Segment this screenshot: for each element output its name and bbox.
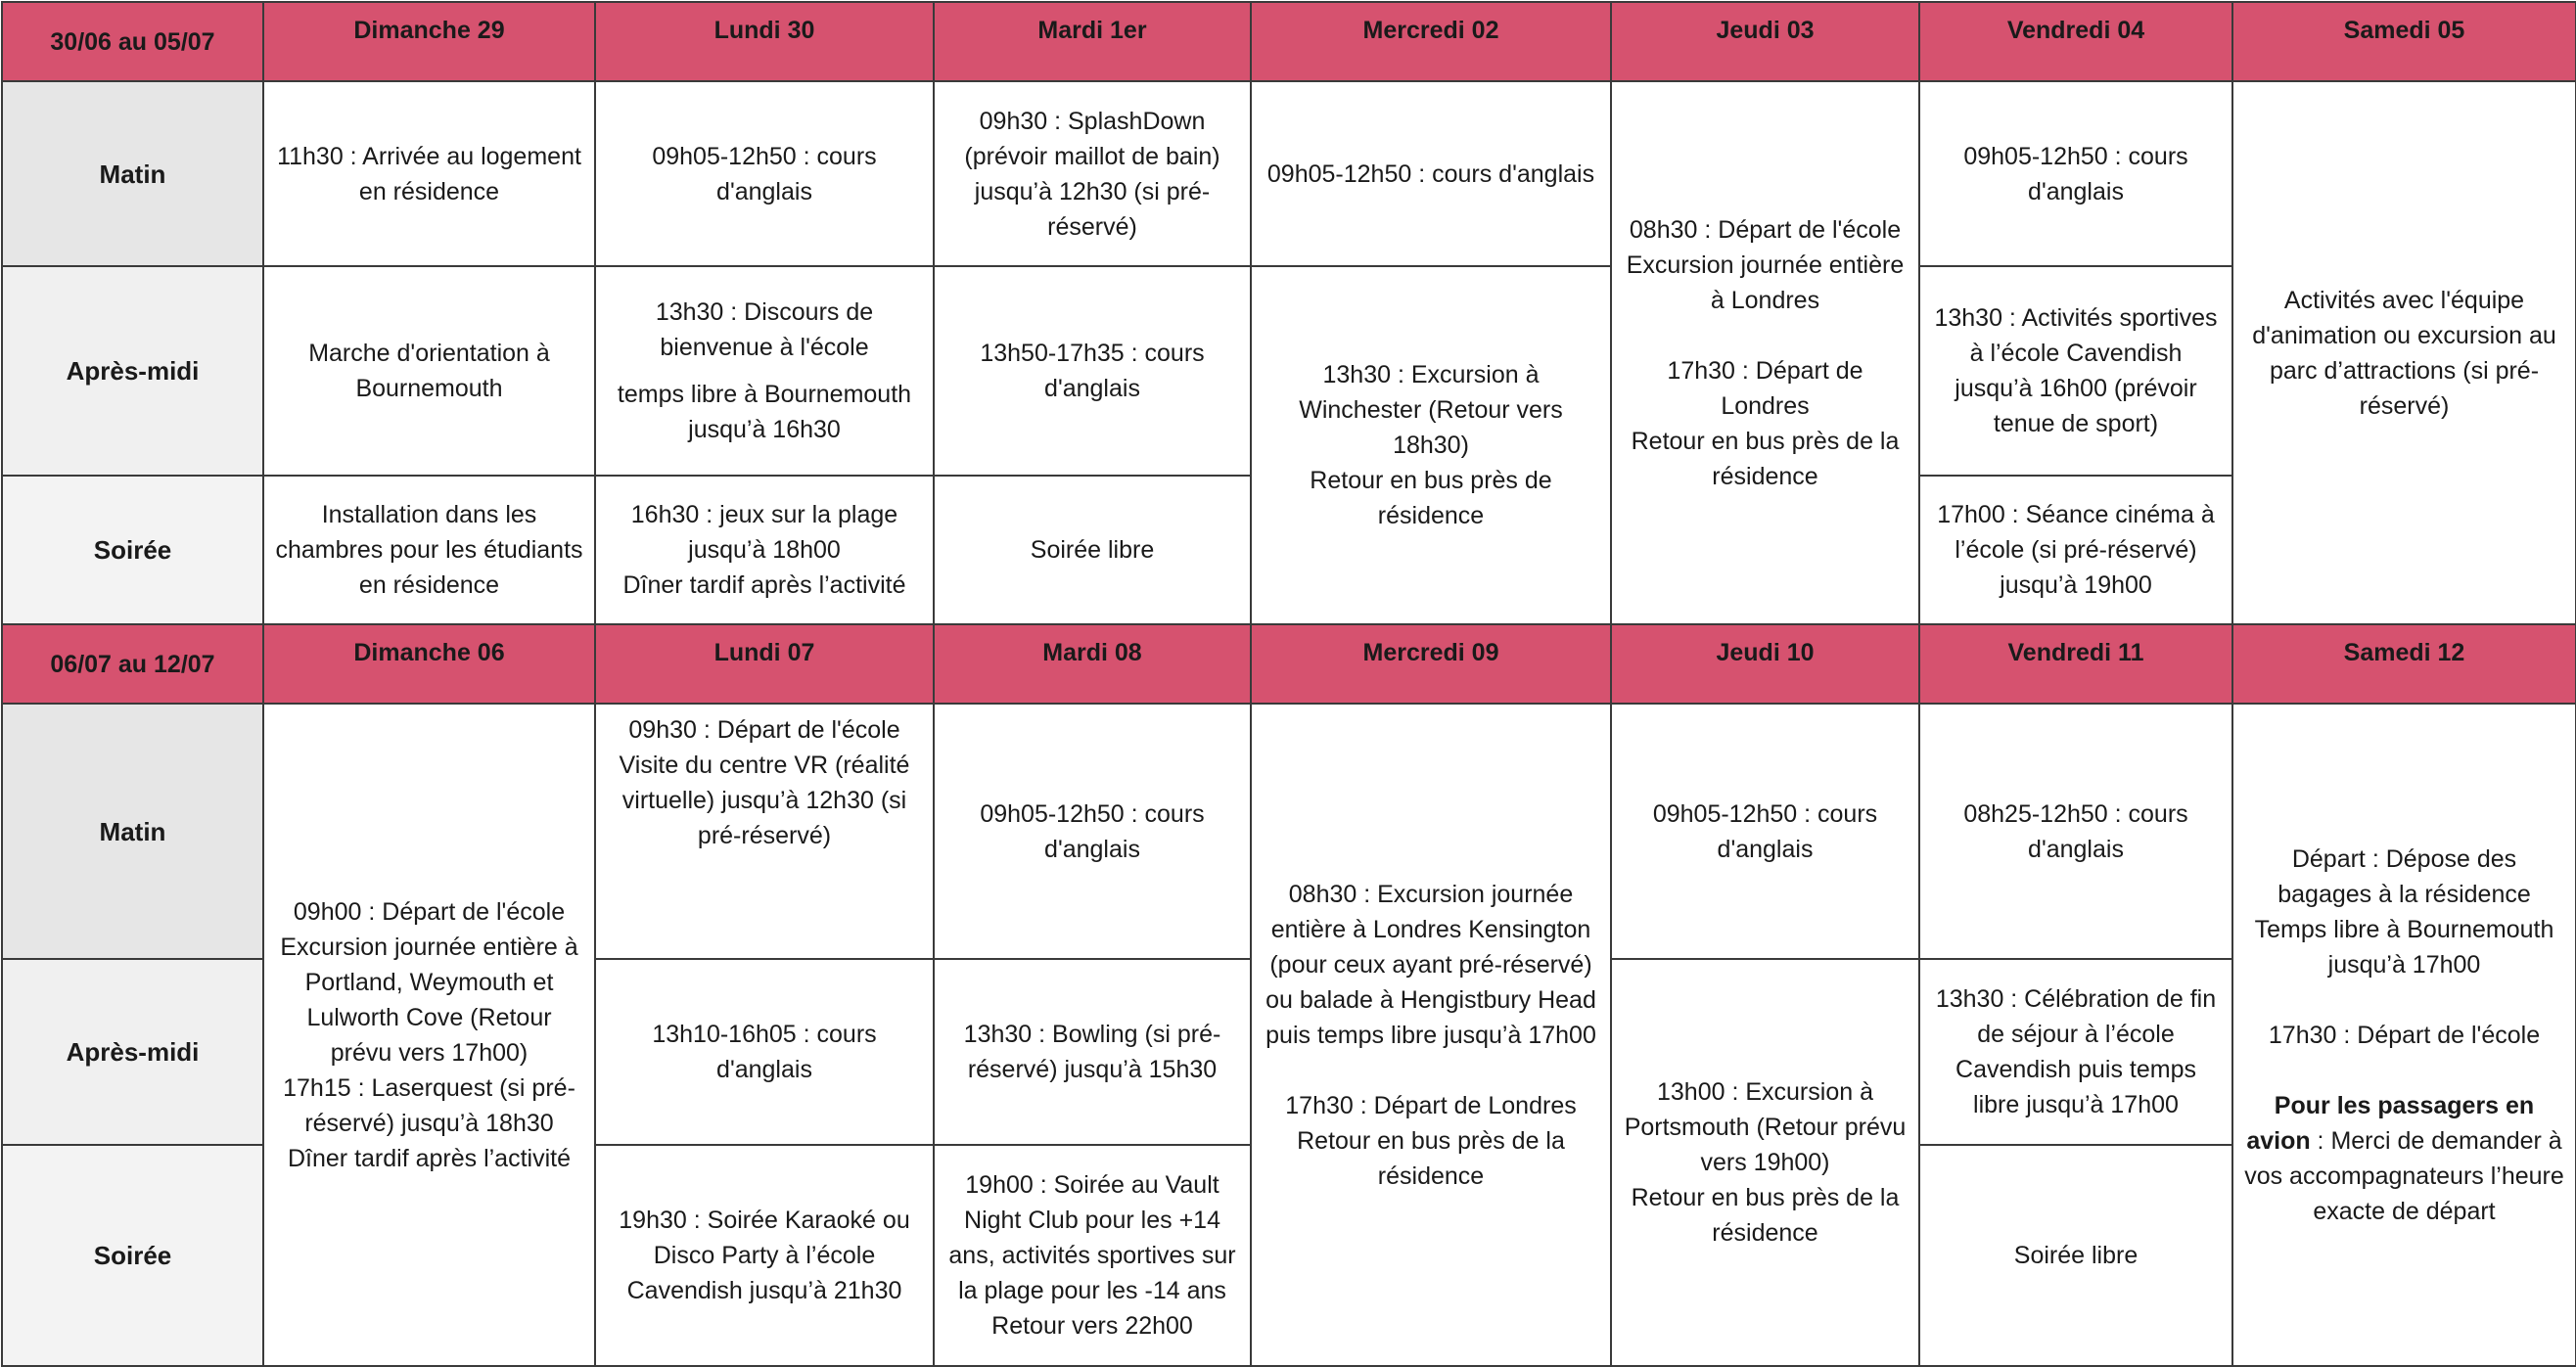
w2-fri-soir: Soirée libre	[1919, 1145, 2232, 1366]
w2-fri-matin: 08h25-12h50 : cours d'anglais	[1919, 704, 2232, 959]
w2-mon-matin-line1: 09h30 : Départ de l'école	[628, 716, 900, 744]
w1-fri-matin: 09h05-12h50 : cours d'anglais	[1919, 81, 2232, 266]
week2-day-sat: Samedi 12	[2232, 624, 2576, 704]
week1-day-sun: Dimanche 29	[263, 2, 595, 81]
w1-mon-soir-line2: Dîner tardif après l’activité	[622, 571, 906, 599]
w2-tue-matin: 09h05-12h50 : cours d'anglais	[934, 704, 1251, 959]
w2-sat-line4-rest: : Merci de demander à vos accompagnateurs l’heure exacte de départ	[2244, 1126, 2564, 1225]
w1-tue-matin: 09h30 : SplashDown (prévoir maillot de bain) jusqu’à 12h30 (si pré-réservé)	[934, 81, 1251, 266]
w2-sat-line3: 17h30 : Départ de l'école	[2268, 1021, 2541, 1049]
w2-tue-soir-line1: 19h00 : Soirée au Vault Night Club pour les +14 ans, activités sportives sur la plage pour les -14 ans	[948, 1171, 1236, 1304]
week2-day-thu: Jeudi 10	[1611, 624, 1919, 704]
week1-period-soir: Soirée	[2, 476, 263, 624]
week2-day-fri: Vendredi 11	[1919, 624, 2232, 704]
w1-wed-pm-line1: 13h30 : Excursion à Winchester (Retour vers 18h30)	[1299, 361, 1563, 459]
w2-mon-matin	[595, 704, 934, 959]
w1-sun-soir: Installation dans les chambres pour les étudiants en résidence	[263, 476, 595, 624]
w1-thu-line3: 17h30 : Départ de Londres	[1667, 356, 1863, 420]
w1-mon-am-line1: 13h30 : Discours de bienvenue à l'école	[655, 298, 874, 361]
w2-wed-line2: 17h30 : Départ de Londres	[1285, 1091, 1577, 1119]
w2-thu-pm-line2: Retour en bus près de la résidence	[1631, 1184, 1900, 1247]
week1-header-row	[2, 2, 2576, 81]
week1-am-row	[2, 266, 2576, 476]
week2-day-sun: Dimanche 06	[263, 624, 595, 704]
week1-period-matin: Matin	[2, 81, 263, 266]
w2-wed-line1: 08h30 : Excursion journée entière à Londres Kensington (pour ceux ayant pré-réservé) ou balade à Hengistbury Head puis temps libre jusqu’à 17h00	[1265, 880, 1596, 1049]
week2-period-am: Après-midi	[2, 959, 263, 1145]
w2-wed-allday	[1251, 704, 1611, 1366]
week1-day-thu: Jeudi 03	[1611, 2, 1919, 81]
week1-period-am: Après-midi	[2, 266, 263, 476]
w2-sun-line3: 17h15 : Laserquest (si pré-réservé) jusqu’à 18h30	[283, 1073, 575, 1137]
w1-wed-pm-line2: Retour en bus près de résidence	[1310, 467, 1552, 529]
w2-sun-line4: Dîner tardif après l’activité	[287, 1144, 571, 1172]
w1-wed-matin: 09h05-12h50 : cours d'anglais	[1251, 81, 1611, 266]
w2-sun-allday	[263, 704, 595, 1366]
w1-thu-line4: Retour en bus près de la résidence	[1631, 427, 1900, 490]
week1-matin-row	[2, 81, 2576, 266]
w1-thu-line2: Excursion journée entière à Londres	[1626, 251, 1905, 314]
w2-fri-am: 13h30 : Célébration de fin de séjour à l’école Cavendish puis temps libre jusqu’à 17h00	[1919, 959, 2232, 1145]
w2-tue-soir	[934, 1145, 1251, 1366]
w1-tue-am: 13h50-17h35 : cours d'anglais	[934, 266, 1251, 476]
w2-wed-line3: Retour en bus près de la résidence	[1297, 1126, 1565, 1190]
w1-sat-allday: Activités avec l'équipe d'animation ou excursion au parc d’attractions (si pré-réservé)	[2232, 81, 2576, 624]
w2-thu-pm	[1611, 959, 1919, 1366]
w1-thu-line1: 08h30 : Départ de l'école	[1629, 215, 1902, 244]
week1-day-mon: Lundi 30	[595, 2, 934, 81]
w2-thu-pm-line1: 13h00 : Excursion à Portsmouth (Retour prévu vers 19h00)	[1624, 1078, 1907, 1176]
w1-mon-soir-line1: 16h30 : jeux sur la plage jusqu’à 18h00	[630, 501, 898, 564]
week2-day-tue: Mardi 08	[934, 624, 1251, 704]
w1-mon-am-line2: temps libre à Bournemouth jusqu’à 16h30	[617, 381, 912, 443]
w1-mon-soir	[595, 476, 934, 624]
w2-sat-line2: Temps libre à Bournemouth jusqu’à 17h00	[2254, 915, 2554, 979]
w1-mon-am	[595, 266, 934, 476]
week2-header-row	[2, 624, 2576, 704]
w1-tue-soir: Soirée libre	[934, 476, 1251, 624]
week2-day-mon: Lundi 07	[595, 624, 934, 704]
w2-sat-line1: Départ : Dépose des bagages à la résidence	[2277, 844, 2531, 908]
w2-mon-am: 13h10-16h05 : cours d'anglais	[595, 959, 934, 1145]
week2-range: 06/07 au 12/07	[2, 624, 263, 704]
schedule-table	[1, 1, 2576, 1367]
w1-sun-am: Marche d'orientation à Bournemouth	[263, 266, 595, 476]
w2-sun-line1: 09h00 : Départ de l'école	[293, 897, 566, 926]
w1-sun-matin: 11h30 : Arrivée au logement en résidence	[263, 81, 595, 266]
week1-day-tue: Mardi 1er	[934, 2, 1251, 81]
week2-period-matin: Matin	[2, 704, 263, 959]
w1-thu-allday	[1611, 81, 1919, 624]
week2-matin-row	[2, 704, 2576, 959]
w1-fri-soir: 17h00 : Séance cinéma à l’école (si pré-réservé) jusqu’à 19h00	[1919, 476, 2232, 624]
week1-day-sat: Samedi 05	[2232, 2, 2576, 81]
w1-wed-pm	[1251, 266, 1611, 624]
w2-tue-soir-line2: Retour vers 22h00	[991, 1312, 1193, 1340]
w2-mon-soir: 19h30 : Soirée Karaoké ou Disco Party à l’école Cavendish jusqu’à 21h30	[595, 1145, 934, 1366]
w2-sat-line4-bold: Pour les passagers en avion	[2246, 1091, 2535, 1155]
week2-day-wed: Mercredi 09	[1251, 624, 1611, 704]
week1-day-wed: Mercredi 02	[1251, 2, 1611, 81]
w2-mon-matin-line2: Visite du centre VR (réalité virtuelle) jusqu’à 12h30 (si pré-réservé)	[619, 752, 910, 849]
w1-fri-am: 13h30 : Activités sportives à l’école Cavendish jusqu’à 16h00 (prévoir tenue de sport)	[1919, 266, 2232, 476]
w1-mon-matin: 09h05-12h50 : cours d'anglais	[595, 81, 934, 266]
w2-thu-matin: 09h05-12h50 : cours d'anglais	[1611, 704, 1919, 959]
week1-day-fri: Vendredi 04	[1919, 2, 2232, 81]
w2-sat-allday	[2232, 704, 2576, 1366]
w2-sun-line2: Excursion journée entière à Portland, Weymouth et Lulworth Cove (Retour prévu vers 17h00)	[280, 933, 578, 1067]
week2-period-soir: Soirée	[2, 1145, 263, 1366]
w2-sat-line4	[2243, 1088, 2565, 1229]
w2-tue-am: 13h30 : Bowling (si pré-réservé) jusqu’à 15h30	[934, 959, 1251, 1145]
week1-range: 30/06 au 05/07	[2, 2, 263, 81]
